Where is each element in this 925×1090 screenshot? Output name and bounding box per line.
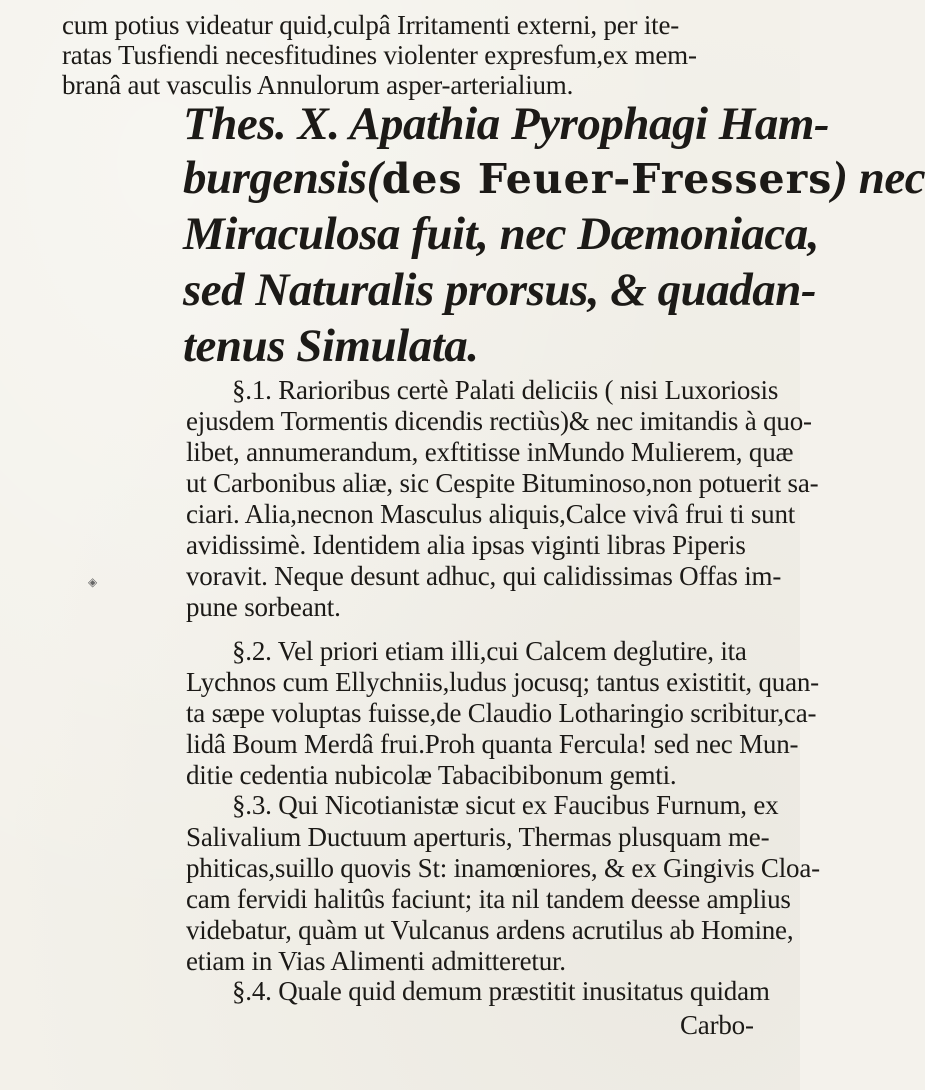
thesis-title-line-2 <box>183 150 925 207</box>
text-line: ratas Tusfiendi necesfitudines violenter expresfum,ex mem- <box>62 40 697 70</box>
thesis-title-line-1: Thes. X. Apathia Pyrophagi Ham- <box>183 98 830 150</box>
paragraph-line: cam fervidi halitûs faciunt; ita nil tandem deesse amplius <box>186 884 791 914</box>
thesis-title-line-5: tenus Simulata. <box>183 320 479 372</box>
text-line: branâ aut vasculis Annulorum asper-arterialium. <box>62 70 574 100</box>
paragraph-line: §.1. Rarioribus certè Palati deliciis ( nisi Luxoriosis <box>232 375 779 405</box>
text-line: cum potius videatur quid,culpâ Irritamenti externi, per ite- <box>62 10 680 40</box>
margin-mark-icon: ◈ <box>88 575 98 589</box>
blackletter-text: des Feuer-Fressers <box>381 155 833 203</box>
paragraph-line: videbatur, quàm ut Vulcanus ardens acrutilus ab Homine, <box>186 915 794 945</box>
paragraph-line: §.2. Vel priori etiam illi,cui Calcem deglutire, ita <box>232 636 747 666</box>
catchword: Carbo- <box>680 1010 754 1040</box>
paragraph-line: §.3. Qui Nicotianistæ sicut ex Faucibus Furnum, ex <box>232 790 779 820</box>
title-text: ) nec <box>832 152 925 204</box>
paragraph-line: phiticas,suillo quovis St: inamœniores, & ex Gingivis Cloa- <box>186 853 820 883</box>
paragraph-line: §.4. Quale quid demum præstitit inusitatus quidam <box>232 976 770 1006</box>
paragraph-line: Salivalium Ductuum aperturis, Thermas plusquam me- <box>186 822 770 852</box>
paragraph-line: ta sæpe voluptas fuisse,de Claudio Lotharingio scribitur,ca- <box>186 698 817 728</box>
paragraph-line: pune sorbeant. <box>186 592 341 622</box>
paragraph-line: voravit. Neque desunt adhuc, qui calidissimas Offas im- <box>186 561 782 591</box>
paragraph-line: ejusdem Tormentis dicendis rectiùs)& nec imitandis à quo- <box>186 406 812 436</box>
paragraph-line: ut Carbonibus aliæ, sic Cespite Bituminoso,non potuerit sa- <box>186 468 819 498</box>
paragraph-line: lidâ Boum Merdâ frui.Proh quanta Fercula! sed nec Mun- <box>186 729 799 759</box>
thesis-title-line-4: sed Naturalis prorsus, & quadan- <box>183 264 817 316</box>
paragraph-line: ditie cedentia nubicolæ Tabacibibonum gemti. <box>186 760 677 790</box>
title-text: burgensis( <box>183 152 382 204</box>
paragraph-line: libet, annumerandum, exftitisse inMundo Mulierem, quæ <box>186 437 794 467</box>
paragraph-line: etiam in Vias Alimenti admitteretur. <box>186 946 566 976</box>
thesis-title-line-3: Miraculosa fuit, nec Dæmoniaca, <box>183 208 820 260</box>
paragraph-line: ciari. Alia,necnon Masculus aliquis,Calce vivâ frui ti sunt <box>186 499 796 529</box>
paragraph-line: avidissimè. Identidem alia ipsas viginti libras Piperis <box>186 530 746 560</box>
paragraph-line: Lychnos cum Ellychniis,ludus jocusq; tantus existitit, quan- <box>186 667 819 697</box>
